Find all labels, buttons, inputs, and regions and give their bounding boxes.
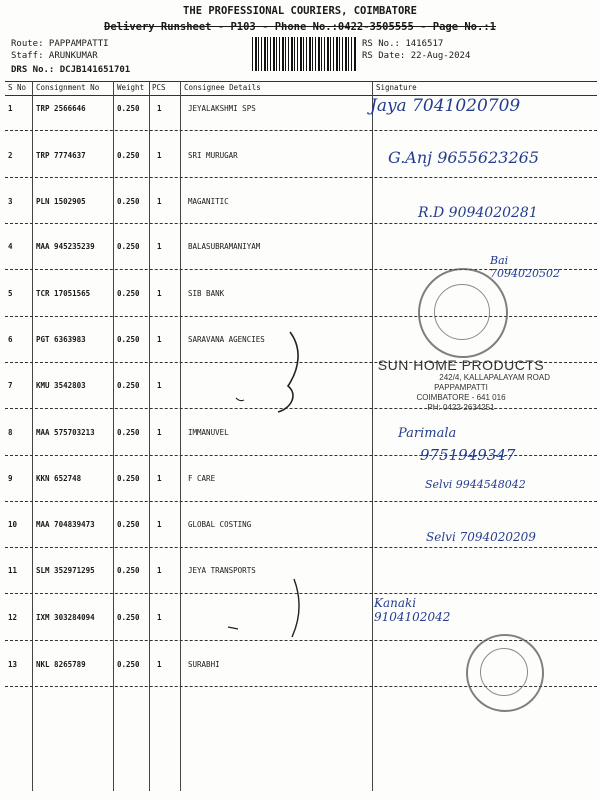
- stamp-company-name: SUN HOME PRODUCTS: [377, 357, 545, 373]
- row-consignee: IMMANUVEL: [188, 428, 229, 437]
- row-weight: 0.250: [117, 474, 140, 483]
- col-consignee: Consignee Details: [184, 83, 261, 92]
- row-weight: 0.250: [117, 289, 140, 298]
- row-sno: 8: [8, 428, 13, 437]
- row-consignee: SIB BANK: [188, 289, 225, 298]
- stamp-address-3: COIMBATORE - 641 016: [416, 393, 506, 402]
- row-sno: 12: [8, 613, 18, 622]
- row-separator: [5, 177, 597, 178]
- pen-mark-bracket: [222, 328, 312, 428]
- row-consignee: SARAVANA AGENCIES: [188, 335, 265, 344]
- row-pcs: 1: [157, 151, 162, 160]
- row-separator: [5, 501, 597, 502]
- rs-date: RS Date: 22-Aug-2024: [362, 51, 471, 61]
- row-weight: 0.250: [117, 520, 140, 529]
- row-separator: [5, 130, 597, 131]
- col-consignment: Consignment No: [36, 83, 100, 92]
- row-pcs: 1: [157, 381, 162, 390]
- row-pcs: 1: [157, 242, 162, 251]
- row-weight: 0.250: [117, 242, 140, 251]
- col-weight: Weight: [117, 83, 145, 92]
- row-weight: 0.250: [117, 197, 140, 206]
- row-sno: 9: [8, 474, 13, 483]
- signature-row-8a: Parimala: [398, 426, 457, 441]
- row-consignment: MAA 945235239: [36, 242, 95, 251]
- signature-row-9: Selvi 9944548042: [425, 478, 526, 491]
- row-weight: 0.250: [117, 428, 140, 437]
- row-weight: 0.250: [117, 660, 140, 669]
- row-consignee: JEYA TRANSPORTS: [188, 566, 256, 575]
- col-sno: S No: [8, 83, 27, 92]
- pen-mark-line: [220, 575, 310, 645]
- row-sno: 10: [8, 520, 18, 529]
- row-weight: 0.250: [117, 566, 140, 575]
- row-consignee: F CARE: [188, 474, 216, 483]
- row-sno: 1: [8, 104, 13, 113]
- row-consignment: MAA 704839473: [36, 520, 95, 529]
- row-consignee: SURABHI: [188, 660, 220, 669]
- company-stamp: [366, 357, 556, 413]
- staff-label: Staff: ARUNKUMAR: [11, 51, 98, 61]
- barcode-image: [252, 37, 356, 71]
- stamp-address-2: PAPPAMPATTI: [434, 383, 488, 392]
- stamp-phone: PH: 0422-2634251: [427, 403, 495, 412]
- row-sno: 7: [8, 381, 13, 390]
- signature-row-12: Kanaki 9104102042: [374, 596, 451, 624]
- signature-row-2: G.Anj 9655623265: [388, 148, 539, 167]
- document-title: THE PROFESSIONAL COURIERS, COIMBATORE: [183, 5, 417, 17]
- row-pcs: 1: [157, 197, 162, 206]
- row-consignment: PGT 6363983: [36, 335, 86, 344]
- col-divider: [180, 81, 181, 791]
- row-consignment: MAA 575703213: [36, 428, 95, 437]
- signature-row-1: Jaya 7041020709: [370, 96, 521, 116]
- row-pcs: 1: [157, 104, 162, 113]
- row-separator: [5, 316, 597, 317]
- col-divider: [149, 81, 150, 791]
- row-pcs: 1: [157, 335, 162, 344]
- row-consignment: SLM 352971295: [36, 566, 95, 575]
- row-separator: [5, 547, 597, 548]
- col-signature: Signature: [376, 83, 417, 92]
- row-consignment: TRP 7774637: [36, 151, 86, 160]
- col-pcs: PCS: [152, 83, 166, 92]
- row-consignee: MAGANITIC: [188, 197, 229, 206]
- row-sno: 3: [8, 197, 13, 206]
- signature-row-3: R.D 9094020281: [418, 205, 538, 221]
- seal-stamp-icon: [418, 268, 508, 358]
- row-consignment: PLN 1502905: [36, 197, 86, 206]
- signature-row-4: Bai 7094020502: [490, 254, 560, 280]
- row-weight: 0.250: [117, 151, 140, 160]
- row-consignment: KMU 3542803: [36, 381, 86, 390]
- signature-row-8b: 9751949347: [420, 446, 516, 464]
- row-weight: 0.250: [117, 104, 140, 113]
- meta-right: [362, 38, 470, 62]
- row-consignee: SRI MURUGAR: [188, 151, 238, 160]
- row-pcs: 1: [157, 289, 162, 298]
- row-pcs: 1: [157, 474, 162, 483]
- table-header: [0, 81, 600, 95]
- drs-number: DRS No.: DCJB141651701: [11, 65, 131, 75]
- seal-stamp-icon: [466, 634, 544, 712]
- row-consignment: KKN 652748: [36, 474, 82, 483]
- col-divider: [113, 81, 114, 791]
- row-weight: 0.250: [117, 381, 140, 390]
- row-weight: 0.250: [117, 613, 140, 622]
- row-sno: 13: [8, 660, 18, 669]
- row-weight: 0.250: [117, 335, 140, 344]
- row-consignee: JEYALAKSHMI SPS: [188, 104, 256, 113]
- row-consignee: BALASUBRAMANIYAM: [188, 242, 261, 251]
- row-separator: [5, 223, 597, 224]
- meta-left: [11, 38, 109, 62]
- row-pcs: 1: [157, 520, 162, 529]
- row-consignment: TCR 17051565: [36, 289, 91, 298]
- row-consignment: NKL 8265789: [36, 660, 86, 669]
- row-sno: 6: [8, 335, 13, 344]
- row-pcs: 1: [157, 613, 162, 622]
- row-consignment: TRP 2566646: [36, 104, 86, 113]
- rs-number: RS No.: 1416517: [362, 39, 444, 49]
- row-pcs: 1: [157, 566, 162, 575]
- route-label: Route: PAPPAMPATTI: [11, 39, 109, 49]
- row-consignment: IXM 303284094: [36, 613, 95, 622]
- row-sno: 11: [8, 566, 18, 575]
- document-subtitle: Delivery Runsheet - P103 - Phone No.:0422-3505555 - Page No.:1: [104, 21, 496, 33]
- row-consignee: GLOBAL COSTING: [188, 520, 252, 529]
- row-sno: 4: [8, 242, 13, 251]
- row-sno: 5: [8, 289, 13, 298]
- row-pcs: 1: [157, 660, 162, 669]
- col-divider: [372, 81, 373, 791]
- row-pcs: 1: [157, 428, 162, 437]
- row-sno: 2: [8, 151, 13, 160]
- stamp-address-1: 242/4, KALLAPALAYAM ROAD: [439, 373, 550, 382]
- signature-row-10: Selvi 7094020209: [426, 530, 536, 544]
- col-divider: [32, 81, 33, 791]
